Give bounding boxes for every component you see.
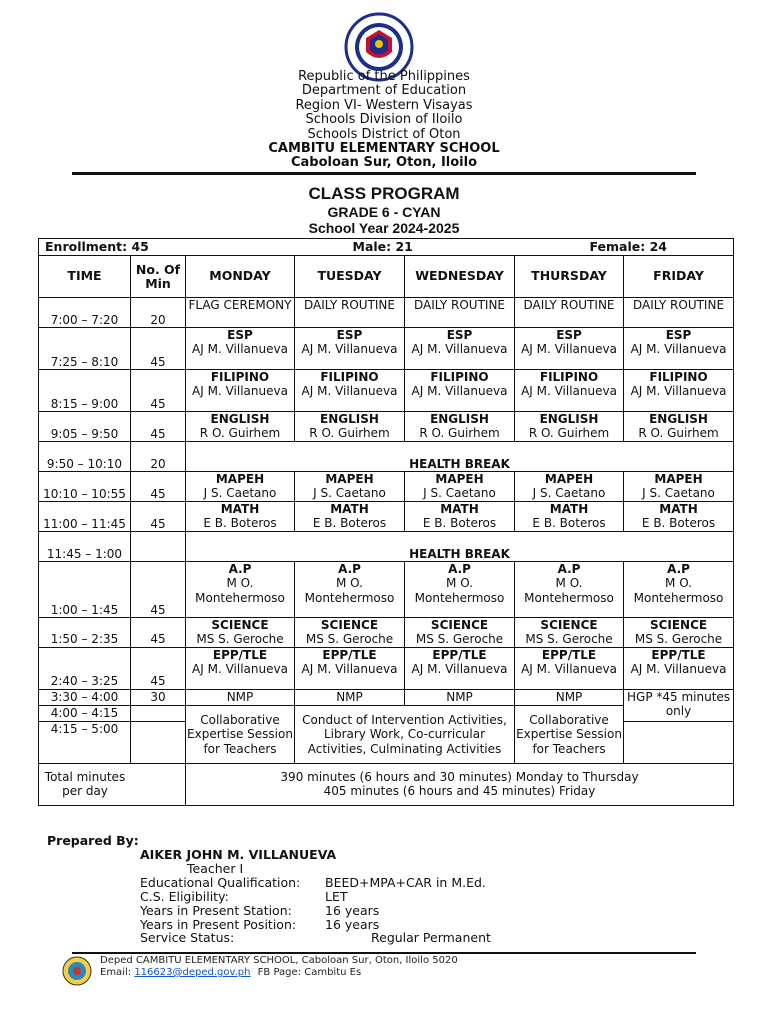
subject-name: ESP xyxy=(665,328,692,342)
teacher-name: J S. Caetano xyxy=(642,486,715,501)
subject-name: ENGLISH xyxy=(539,412,599,426)
teacher-name: R O. Guirhem xyxy=(419,426,500,441)
row-minutes-empty xyxy=(131,705,186,721)
schedule-cell xyxy=(405,647,515,689)
teacher-name: AJ M. Villanueva xyxy=(192,662,288,677)
detail-row xyxy=(140,890,491,904)
footer-address: Deped CAMBITU ELEMENTARY SCHOOL, Caboloan Sur, Oton, Iloilo 5020 xyxy=(100,955,458,966)
enrollment-row xyxy=(39,239,734,256)
teacher-name: J S. Caetano xyxy=(532,486,606,501)
schedule-row xyxy=(39,328,734,370)
schedule-cell xyxy=(515,328,624,370)
school-year: School Year 2024-2025 xyxy=(308,220,460,236)
row-time: 2:40 – 3:25 xyxy=(39,647,131,689)
schedule-cell xyxy=(405,562,515,618)
subject-name: MAPEH xyxy=(435,472,484,486)
schedule-cell xyxy=(624,647,734,689)
email-link[interactable]: 116623@deped.gov.ph xyxy=(134,967,251,978)
teacher-name: R O. Guirhem xyxy=(528,426,610,441)
subject-name: ENGLISH xyxy=(649,412,708,426)
schedule-row xyxy=(39,647,734,689)
teacher-name: AJ M. Villanueva xyxy=(301,384,398,399)
schedule-cell xyxy=(515,472,624,502)
schedule-cell xyxy=(186,618,295,648)
teacher-name: M O. Montehermoso xyxy=(414,576,505,605)
letterhead-line: Department of Education xyxy=(301,83,467,99)
subject-name: SCIENCE xyxy=(430,618,489,632)
teacher-name: MS S. Geroche xyxy=(305,632,394,647)
schedule-cell xyxy=(405,472,515,502)
row-minutes: 20 xyxy=(131,298,186,328)
schedule-row xyxy=(39,532,734,562)
teacher-name: M O. Montehermoso xyxy=(304,576,395,605)
teacher-name: AJ M. Villanueva xyxy=(411,342,508,357)
schedule-cell xyxy=(624,370,734,412)
activity-name: DAILY ROUTINE xyxy=(303,298,395,312)
schedule-cell xyxy=(186,370,295,412)
row-minutes: 45 xyxy=(131,647,186,689)
row-time: 11:00 – 11:45 xyxy=(39,502,131,532)
teacher-name: AJ M. Villanueva xyxy=(411,384,508,399)
teacher-name: AJ M. Villanueva xyxy=(192,384,288,399)
class-schedule-table xyxy=(38,238,734,806)
detail-key: Years in Present Position: xyxy=(140,916,297,932)
activity-name: DAILY ROUTINE xyxy=(523,298,615,312)
schedule-cell xyxy=(295,502,405,532)
schedule-cell xyxy=(295,647,405,689)
teacher-name: M O. Montehermoso xyxy=(524,576,614,605)
schedule-cell xyxy=(186,412,295,442)
schedule-cell xyxy=(186,647,295,689)
row-time: 1:00 – 1:45 xyxy=(39,562,131,618)
subject-name: ESP xyxy=(446,328,473,342)
schedule-cell xyxy=(295,370,405,412)
prepared-by-label xyxy=(47,834,139,848)
subject-name: MAPEH xyxy=(215,472,265,486)
detail-row xyxy=(140,876,491,890)
subject-name: ESP xyxy=(556,328,582,342)
teacher-name: MS S. Geroche xyxy=(415,632,504,647)
row-minutes: 45 xyxy=(131,370,186,412)
teacher-name: AJ M. Villanueva xyxy=(301,662,398,677)
total-label-cell xyxy=(39,763,186,805)
subject-name: MATH xyxy=(659,502,698,516)
teacher-name: M O. Montehermoso xyxy=(195,576,285,605)
schedule-cell: NMP xyxy=(515,689,624,705)
thursday-collab-cell: Collaborative Expertise Session for Teachers xyxy=(515,705,624,763)
schedule-cell xyxy=(186,298,295,328)
schedule-cell: NMP xyxy=(295,689,405,705)
schedule-cell xyxy=(515,298,624,328)
row-time: 1:50 – 2:35 xyxy=(39,618,131,648)
schedule-row xyxy=(39,412,734,442)
row-minutes: 45 xyxy=(131,502,186,532)
schedule-cell xyxy=(295,298,405,328)
row-time: 11:45 – 1:00 xyxy=(39,532,131,562)
row-time: 3:30 – 4:00 xyxy=(39,689,131,705)
header-divider xyxy=(72,172,696,175)
subject-name: EPP/TLE xyxy=(651,647,706,662)
school-seal-logo xyxy=(62,956,92,986)
activity-name: FLAG CEREMONY xyxy=(188,298,292,312)
subject-name: A.P xyxy=(228,562,252,576)
teacher-name: E B. Boteros xyxy=(203,516,277,531)
detail-key: Educational Qualification: xyxy=(140,874,301,890)
subject-name: ENGLISH xyxy=(210,412,270,426)
row-minutes: 45 xyxy=(131,328,186,370)
schedule-row xyxy=(39,442,734,472)
subject-name: FILIPINO xyxy=(210,370,270,384)
row-minutes: 45 xyxy=(131,412,186,442)
subject-name: EPP/TLE xyxy=(322,647,377,662)
detail-value: 16 years xyxy=(325,902,380,918)
schedule-cell xyxy=(624,502,734,532)
letterhead-line: Schools District of Oton xyxy=(307,126,461,142)
detail-value: LET xyxy=(325,888,348,904)
schedule-cell xyxy=(405,412,515,442)
letterhead xyxy=(0,70,768,171)
teacher-name: AJ M. Villanueva xyxy=(521,384,617,399)
teacher-name: R O. Guirhem xyxy=(638,426,719,441)
fb-page: FB Page: Cambitu Es xyxy=(257,967,362,978)
schedule-row-nmp xyxy=(39,689,734,705)
schedule-cell xyxy=(624,328,734,370)
schedule-cell xyxy=(624,562,734,618)
enrollment-total: Enrollment: 45 xyxy=(39,239,295,256)
header-time: TIME xyxy=(39,256,131,298)
friday-hgp-cell: HGP *45 minutes only xyxy=(624,689,734,721)
preparer-position: Teacher I xyxy=(187,860,244,876)
health-break-cell: HEALTH BREAK xyxy=(186,532,734,562)
schedule-cell xyxy=(295,472,405,502)
teacher-name: E B. Boteros xyxy=(312,516,387,531)
teacher-name: J S. Caetano xyxy=(423,486,496,501)
row-minutes: 20 xyxy=(131,442,186,472)
schedule-cell: NMP xyxy=(186,689,295,705)
total-row xyxy=(39,763,734,805)
total-line-2: 405 minutes (6 hours and 45 minutes) Friday xyxy=(323,784,596,799)
subject-name: FILIPINO xyxy=(539,370,599,384)
schedule-row xyxy=(39,618,734,648)
subject-name: MATH xyxy=(440,502,479,516)
header-row xyxy=(39,256,734,298)
letterhead-line: Region VI- Western Visayas xyxy=(295,97,473,113)
activity-name: DAILY ROUTINE xyxy=(414,298,506,312)
schedule-cell: NMP xyxy=(405,689,515,705)
intervention-cell: Conduct of Intervention Activities, Library Work, Co-curricular Activities, Culminating Activities xyxy=(295,705,515,763)
schedule-cell xyxy=(405,618,515,648)
row-time: 7:25 – 8:10 xyxy=(39,328,131,370)
detail-value: Regular Permanent xyxy=(371,930,491,946)
subject-name: ENGLISH xyxy=(430,412,489,426)
row-time: 10:10 – 10:55 xyxy=(39,472,131,502)
schedule-cell xyxy=(405,370,515,412)
teacher-name: E B. Boteros xyxy=(641,516,716,531)
detail-value: BEED+MPA+CAR in M.Ed. xyxy=(325,874,486,890)
schedule-cell xyxy=(624,472,734,502)
schedule-row xyxy=(39,472,734,502)
teacher-name: R O. Guirhem xyxy=(309,426,390,441)
schedule-row xyxy=(39,502,734,532)
subject-name: FILIPINO xyxy=(649,370,708,384)
school-name: CAMBITU ELEMENTARY SCHOOL xyxy=(268,141,500,157)
schedule-row xyxy=(39,562,734,618)
detail-key: Service Status: xyxy=(140,930,235,946)
schedule-cell xyxy=(405,328,515,370)
subject-name: SCIENCE xyxy=(540,618,598,632)
enrollment-male: Male: 21 xyxy=(295,239,515,256)
row-time: 4:15 – 5:00 xyxy=(39,721,131,763)
teacher-name: AJ M. Villanueva xyxy=(192,342,288,357)
subject-name: FILIPINO xyxy=(430,370,489,384)
teacher-name: MS S. Geroche xyxy=(525,632,613,647)
row-time: 9:05 – 9:50 xyxy=(39,412,131,442)
subject-name: A.P xyxy=(448,562,471,576)
subject-name: EPP/TLE xyxy=(541,647,597,662)
teacher-name: M O. Montehermoso xyxy=(633,576,724,605)
teacher-name: AJ M. Villanueva xyxy=(630,662,727,677)
teacher-name: AJ M. Villanueva xyxy=(521,662,617,677)
row-time: 9:50 – 10:10 xyxy=(39,442,131,472)
row-time: 4:00 – 4:15 xyxy=(39,705,131,721)
total-summary xyxy=(186,763,734,805)
grade-section: GRADE 6 - CYAN xyxy=(327,204,441,220)
subject-name: MAPEH xyxy=(654,472,703,486)
teacher-name: J S. Caetano xyxy=(203,486,277,501)
friday-empty-cell xyxy=(624,721,734,763)
schedule-cell xyxy=(515,618,624,648)
header-friday: FRIDAY xyxy=(624,256,734,298)
subject-name: ESP xyxy=(227,328,253,342)
subject-name: A.P xyxy=(667,562,690,576)
subject-name: SCIENCE xyxy=(211,618,269,632)
teacher-name: E B. Boteros xyxy=(422,516,497,531)
preparer-details xyxy=(140,848,491,945)
row-minutes: 45 xyxy=(131,562,186,618)
footer-divider xyxy=(72,952,696,954)
subject-name: A.P xyxy=(338,562,361,576)
schedule-cell xyxy=(186,562,295,618)
schedule-cell xyxy=(186,502,295,532)
schedule-cell xyxy=(624,298,734,328)
schedule-cell xyxy=(186,472,295,502)
subject-name: FILIPINO xyxy=(320,370,379,384)
school-address: Caboloan Sur, Oton, Iloilo xyxy=(290,155,478,171)
schedule-cell xyxy=(295,412,405,442)
schedule-row xyxy=(39,298,734,328)
letterhead-line: Schools Division of Iloilo xyxy=(305,112,463,128)
teacher-name: R O. Guirhem xyxy=(199,426,281,441)
row-time: 7:00 – 7:20 xyxy=(39,298,131,328)
subject-name: EPP/TLE xyxy=(212,647,268,662)
detail-row xyxy=(140,904,491,918)
letterhead-line: Republic of the Philippines xyxy=(298,69,470,84)
teacher-name: AJ M. Villanueva xyxy=(411,662,508,677)
subject-name: SCIENCE xyxy=(320,618,379,632)
teacher-name: AJ M. Villanueva xyxy=(630,342,727,357)
subject-name: ENGLISH xyxy=(320,412,379,426)
row-minutes-empty xyxy=(131,721,186,763)
subject-name: MAPEH xyxy=(325,472,374,486)
schedule-cell xyxy=(405,502,515,532)
subject-name: MAPEH xyxy=(544,472,594,486)
teacher-name: E B. Boteros xyxy=(532,516,606,531)
schedule-cell xyxy=(295,328,405,370)
header-thursday: THURSDAY xyxy=(515,256,624,298)
schedule-cell xyxy=(295,618,405,648)
health-break-cell: HEALTH BREAK xyxy=(186,442,734,472)
footer-contact-line xyxy=(100,967,458,979)
subject-name: A.P xyxy=(557,562,581,576)
schedule-row xyxy=(39,370,734,412)
teacher-name: J S. Caetano xyxy=(313,486,386,501)
preparer-name: AIKER JOHN M. VILLANUEVA xyxy=(140,847,337,862)
footer-contact xyxy=(100,955,458,979)
teacher-name: AJ M. Villanueva xyxy=(630,384,727,399)
schedule-cell xyxy=(515,562,624,618)
row-minutes xyxy=(131,532,186,562)
email-label: Email: xyxy=(100,967,132,978)
teacher-name: AJ M. Villanueva xyxy=(301,342,398,357)
schedule-cell xyxy=(405,298,515,328)
schedule-cell xyxy=(515,370,624,412)
subject-name: ESP xyxy=(336,328,363,342)
schedule-cell xyxy=(515,412,624,442)
row-minutes: 45 xyxy=(131,618,186,648)
row-minutes: 45 xyxy=(131,472,186,502)
row-minutes: 30 xyxy=(131,689,186,705)
schedule-cell xyxy=(624,618,734,648)
enrollment-female: Female: 24 xyxy=(515,239,734,256)
detail-row xyxy=(140,918,491,932)
total-line-1: 390 minutes (6 hours and 30 minutes) Monday to Thursday xyxy=(280,769,639,784)
subject-name: MATH xyxy=(220,502,260,516)
header-monday: MONDAY xyxy=(186,256,295,298)
teacher-name: MS S. Geroche xyxy=(634,632,723,647)
teacher-name: AJ M. Villanueva xyxy=(521,342,617,357)
detail-key: C.S. Eligibility: xyxy=(140,888,229,904)
detail-key: Years in Present Station: xyxy=(140,902,292,918)
detail-value: 16 years xyxy=(325,916,380,932)
schedule-cell xyxy=(186,328,295,370)
schedule-cell xyxy=(295,562,405,618)
row-time: 8:15 – 9:00 xyxy=(39,370,131,412)
prepared-by: Prepared By: xyxy=(47,833,139,848)
subject-name: EPP/TLE xyxy=(432,647,487,662)
schedule-cell xyxy=(515,647,624,689)
activity-name: DAILY ROUTINE xyxy=(633,298,725,312)
document-title: CLASS PROGRAM xyxy=(308,184,460,203)
title-block xyxy=(0,184,768,236)
subject-name: SCIENCE xyxy=(649,618,708,632)
header-wednesday: WEDNESDAY xyxy=(405,256,515,298)
schedule-cell xyxy=(515,502,624,532)
subject-name: MATH xyxy=(549,502,589,516)
header-minutes: No. Of Min xyxy=(131,256,186,298)
monday-collab-cell: Collaborative Expertise Session for Teachers xyxy=(186,705,295,763)
subject-name: MATH xyxy=(330,502,369,516)
teacher-name: MS S. Geroche xyxy=(196,632,284,647)
schedule-cell xyxy=(624,412,734,442)
detail-row xyxy=(140,931,491,945)
header-tuesday: TUESDAY xyxy=(295,256,405,298)
total-label: Total minutes per day xyxy=(44,769,126,799)
